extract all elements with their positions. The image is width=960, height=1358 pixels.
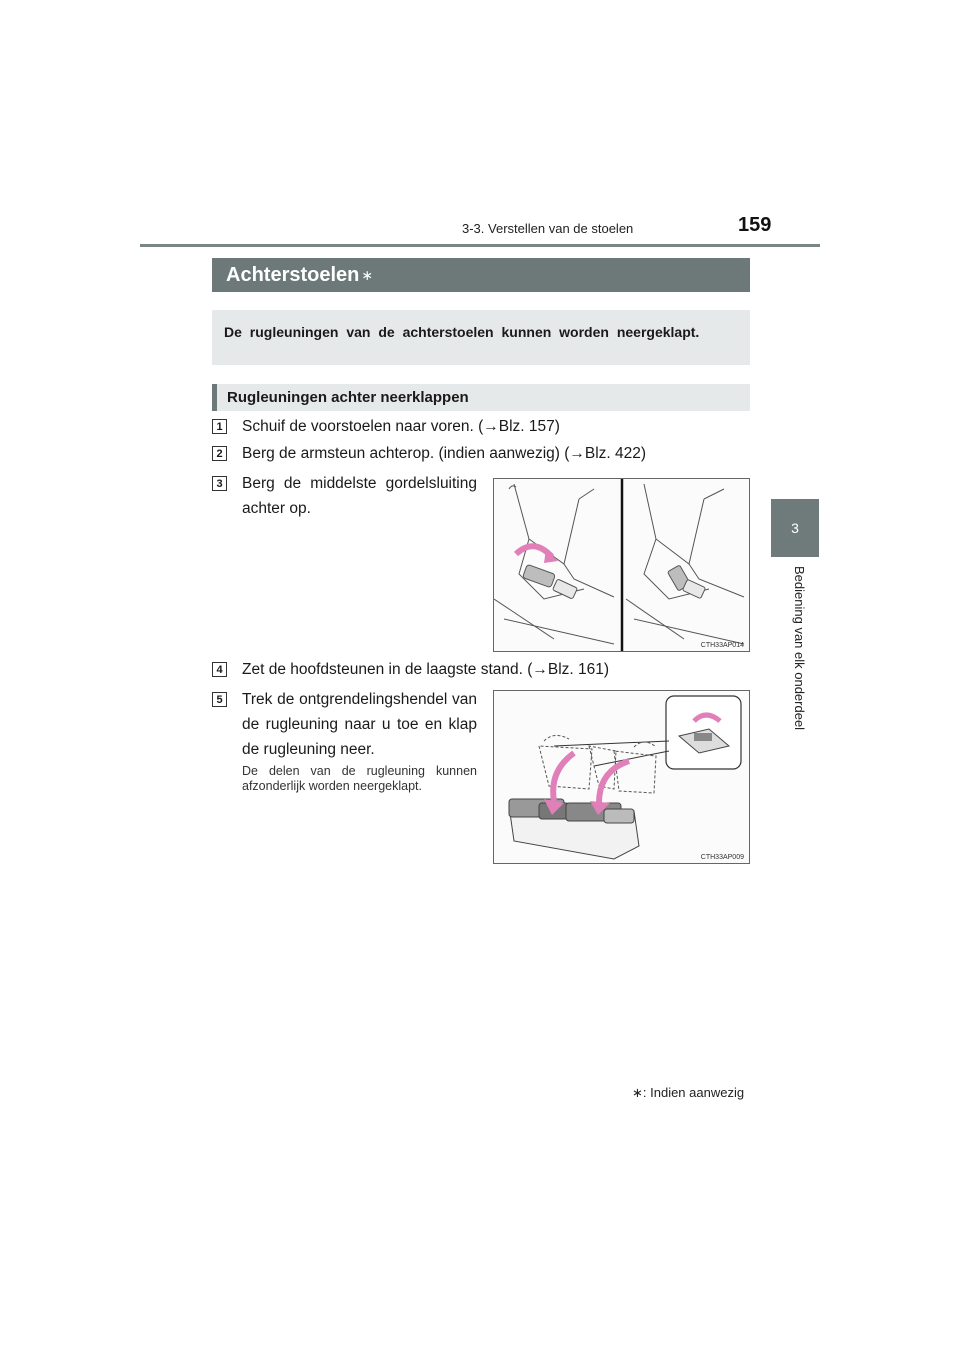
page-number: 159 <box>738 214 772 236</box>
chapter-tab <box>771 499 819 557</box>
step-3-text: Berg de middelste gordelsluiting achter op. <box>242 475 477 517</box>
page-title-text: Achterstoelen <box>226 263 360 286</box>
page-title <box>212 258 750 292</box>
header-section-title: 3-3. Verstellen van de stoelen <box>462 221 634 236</box>
seat-fold-illustration <box>494 691 749 863</box>
footnote: ∗: Indien aanwezig <box>632 1085 745 1100</box>
step-5-text: Trek de ontgrendelingshendel van de rugleuning naar u toe en klap de rugleuning neer. <box>242 691 477 758</box>
intro-box: De rugleuningen van de achterstoelen kunnen worden neergeklapt. <box>212 310 750 365</box>
seat-belt-illustration <box>494 479 749 651</box>
figure-2-caption: CTH33AP009 <box>700 854 744 861</box>
figure-1-caption: CTH33AP014 <box>700 642 744 649</box>
step-number-3: 3 <box>212 476 227 491</box>
figure-seat-belt-buckle <box>493 478 750 652</box>
subsection-header: Rugleuningen achter neerklappen <box>212 384 750 411</box>
step-4-text: Zet de hoofdsteunen in de laagste stand. (→Blz. 161) <box>242 661 610 678</box>
figure-seat-fold <box>493 690 750 864</box>
step-5-note: De delen van de rugleuning kunnen afzonderlijk worden neergeklapt. <box>242 764 477 793</box>
step-number-5: 5 <box>212 692 227 707</box>
fold-arrow-right-icon <box>599 761 629 803</box>
step-1-text: Schuif de voorstoelen naar voren. (→Blz. 157) <box>242 418 560 435</box>
fold-arrow-left-icon <box>553 753 574 801</box>
header-divider <box>140 244 820 247</box>
optional-marker: ∗ <box>361 266 374 283</box>
chapter-number: 3 <box>791 520 799 536</box>
step-number-1: 1 <box>212 419 227 434</box>
step-number-4: 4 <box>212 662 227 677</box>
chapter-title: Bediening van elk onderdeel <box>792 566 807 731</box>
step-2-text: Berg de armsteun achterop. (indien aanwezig) (→Blz. 422) <box>242 445 647 462</box>
step-number-2: 2 <box>212 446 227 461</box>
